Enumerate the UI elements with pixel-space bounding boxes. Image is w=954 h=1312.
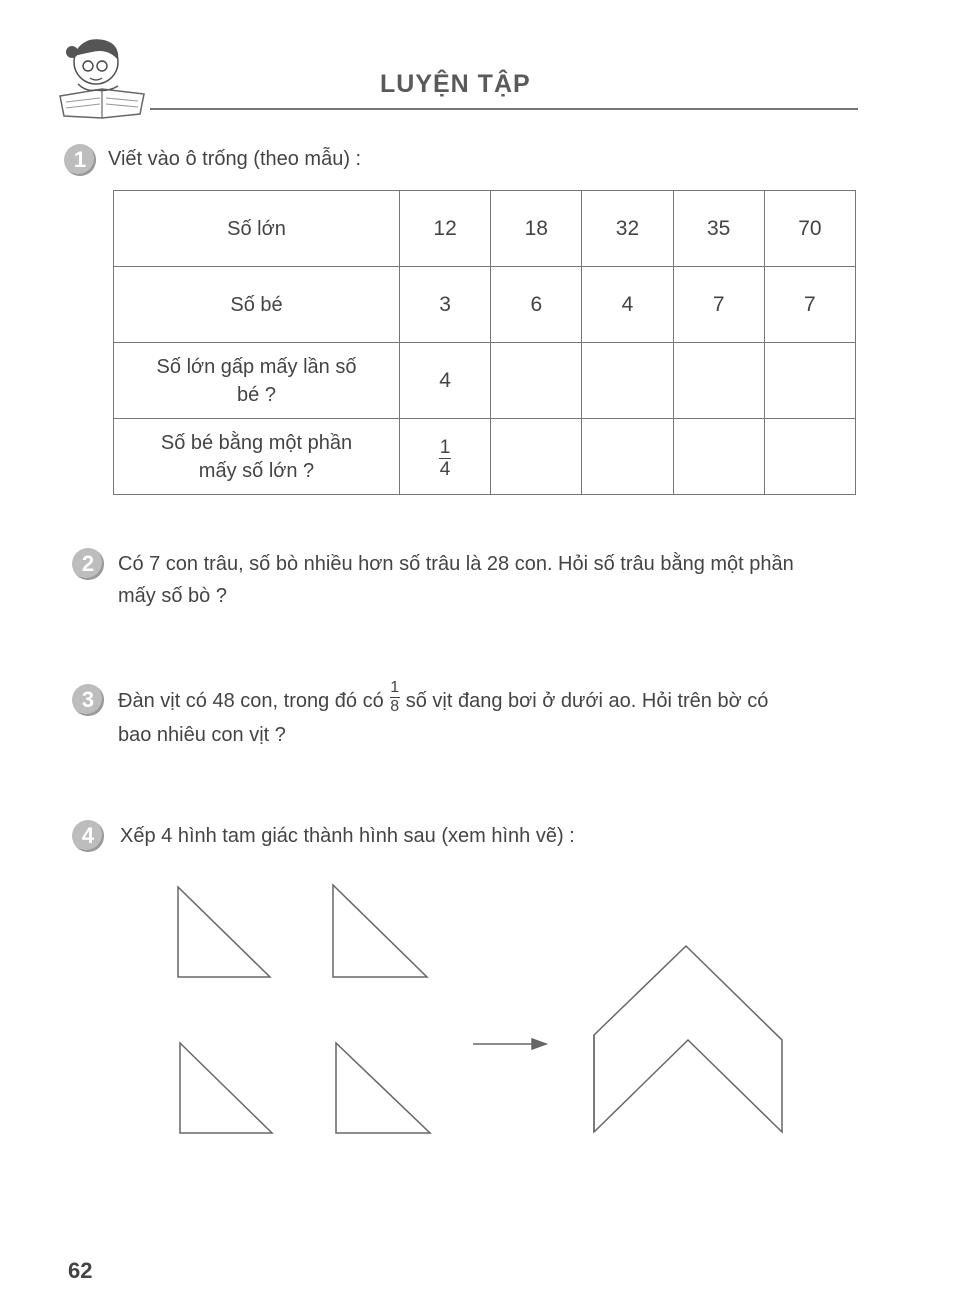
- task-3-number-badge: 3: [72, 684, 104, 716]
- fraction-denominator: 8: [390, 698, 400, 715]
- task-2-number-badge: 2: [72, 548, 104, 580]
- task-4-number-badge: 4: [72, 820, 104, 852]
- page-title: LUYỆN TẬP: [380, 70, 531, 98]
- fraction-numerator: 1: [439, 436, 451, 458]
- cell-large-2: 18: [491, 191, 582, 267]
- row-label-large: Số lớn: [114, 191, 400, 267]
- triangle-1: [178, 887, 270, 977]
- task-1-number-badge: 1: [64, 144, 96, 176]
- row-label-small: Số bé: [114, 267, 400, 343]
- cell-large-4: 35: [673, 191, 764, 267]
- task-2-line-2: mấy số bò ?: [118, 585, 227, 607]
- cell-small-1: 3: [400, 267, 491, 343]
- row-label-times-text: Số lớn gấp mấy lần số bé ?: [156, 355, 357, 406]
- cell-small-5: 7: [764, 267, 855, 343]
- cell-times-example: 4: [400, 343, 491, 419]
- task-2-line-1: Có 7 con trâu, số bò nhiều hơn số trâu là 28 con. Hỏi số trâu bằng một phần: [118, 553, 794, 575]
- triangle-3: [180, 1043, 272, 1133]
- cell-large-5: 70: [764, 191, 855, 267]
- cell-small-4: 7: [673, 267, 764, 343]
- cell-small-3: 4: [582, 267, 673, 343]
- task-3-text-after: số vịt đang bơi ở dưới ao. Hỏi trên bờ có: [405, 689, 769, 712]
- chevron-shape: [594, 946, 782, 1132]
- cell-small-2: 6: [491, 267, 582, 343]
- page-number: 62: [68, 1258, 93, 1283]
- fraction-numerator: 1: [390, 679, 400, 696]
- triangle-4: [336, 1043, 430, 1133]
- task-3-line-2: bao nhiêu con vịt ?: [118, 724, 286, 746]
- fraction-denominator: 4: [439, 458, 451, 480]
- arrow-head: [532, 1039, 546, 1049]
- task-1-instruction: Viết vào ô trống (theo mẫu) :: [108, 148, 362, 170]
- task-4-text: Xếp 4 hình tam giác thành hình sau (xem hình vẽ) :: [120, 825, 575, 847]
- row-label-fraction-text: Số bé bằng một phần mấy số lớn ?: [160, 431, 353, 482]
- cell-large-1: 12: [400, 191, 491, 267]
- cell-large-3: 32: [582, 191, 673, 267]
- triangle-2: [333, 885, 427, 977]
- task-3-text-before: Đàn vịt có 48 con, trong đó có: [118, 689, 384, 712]
